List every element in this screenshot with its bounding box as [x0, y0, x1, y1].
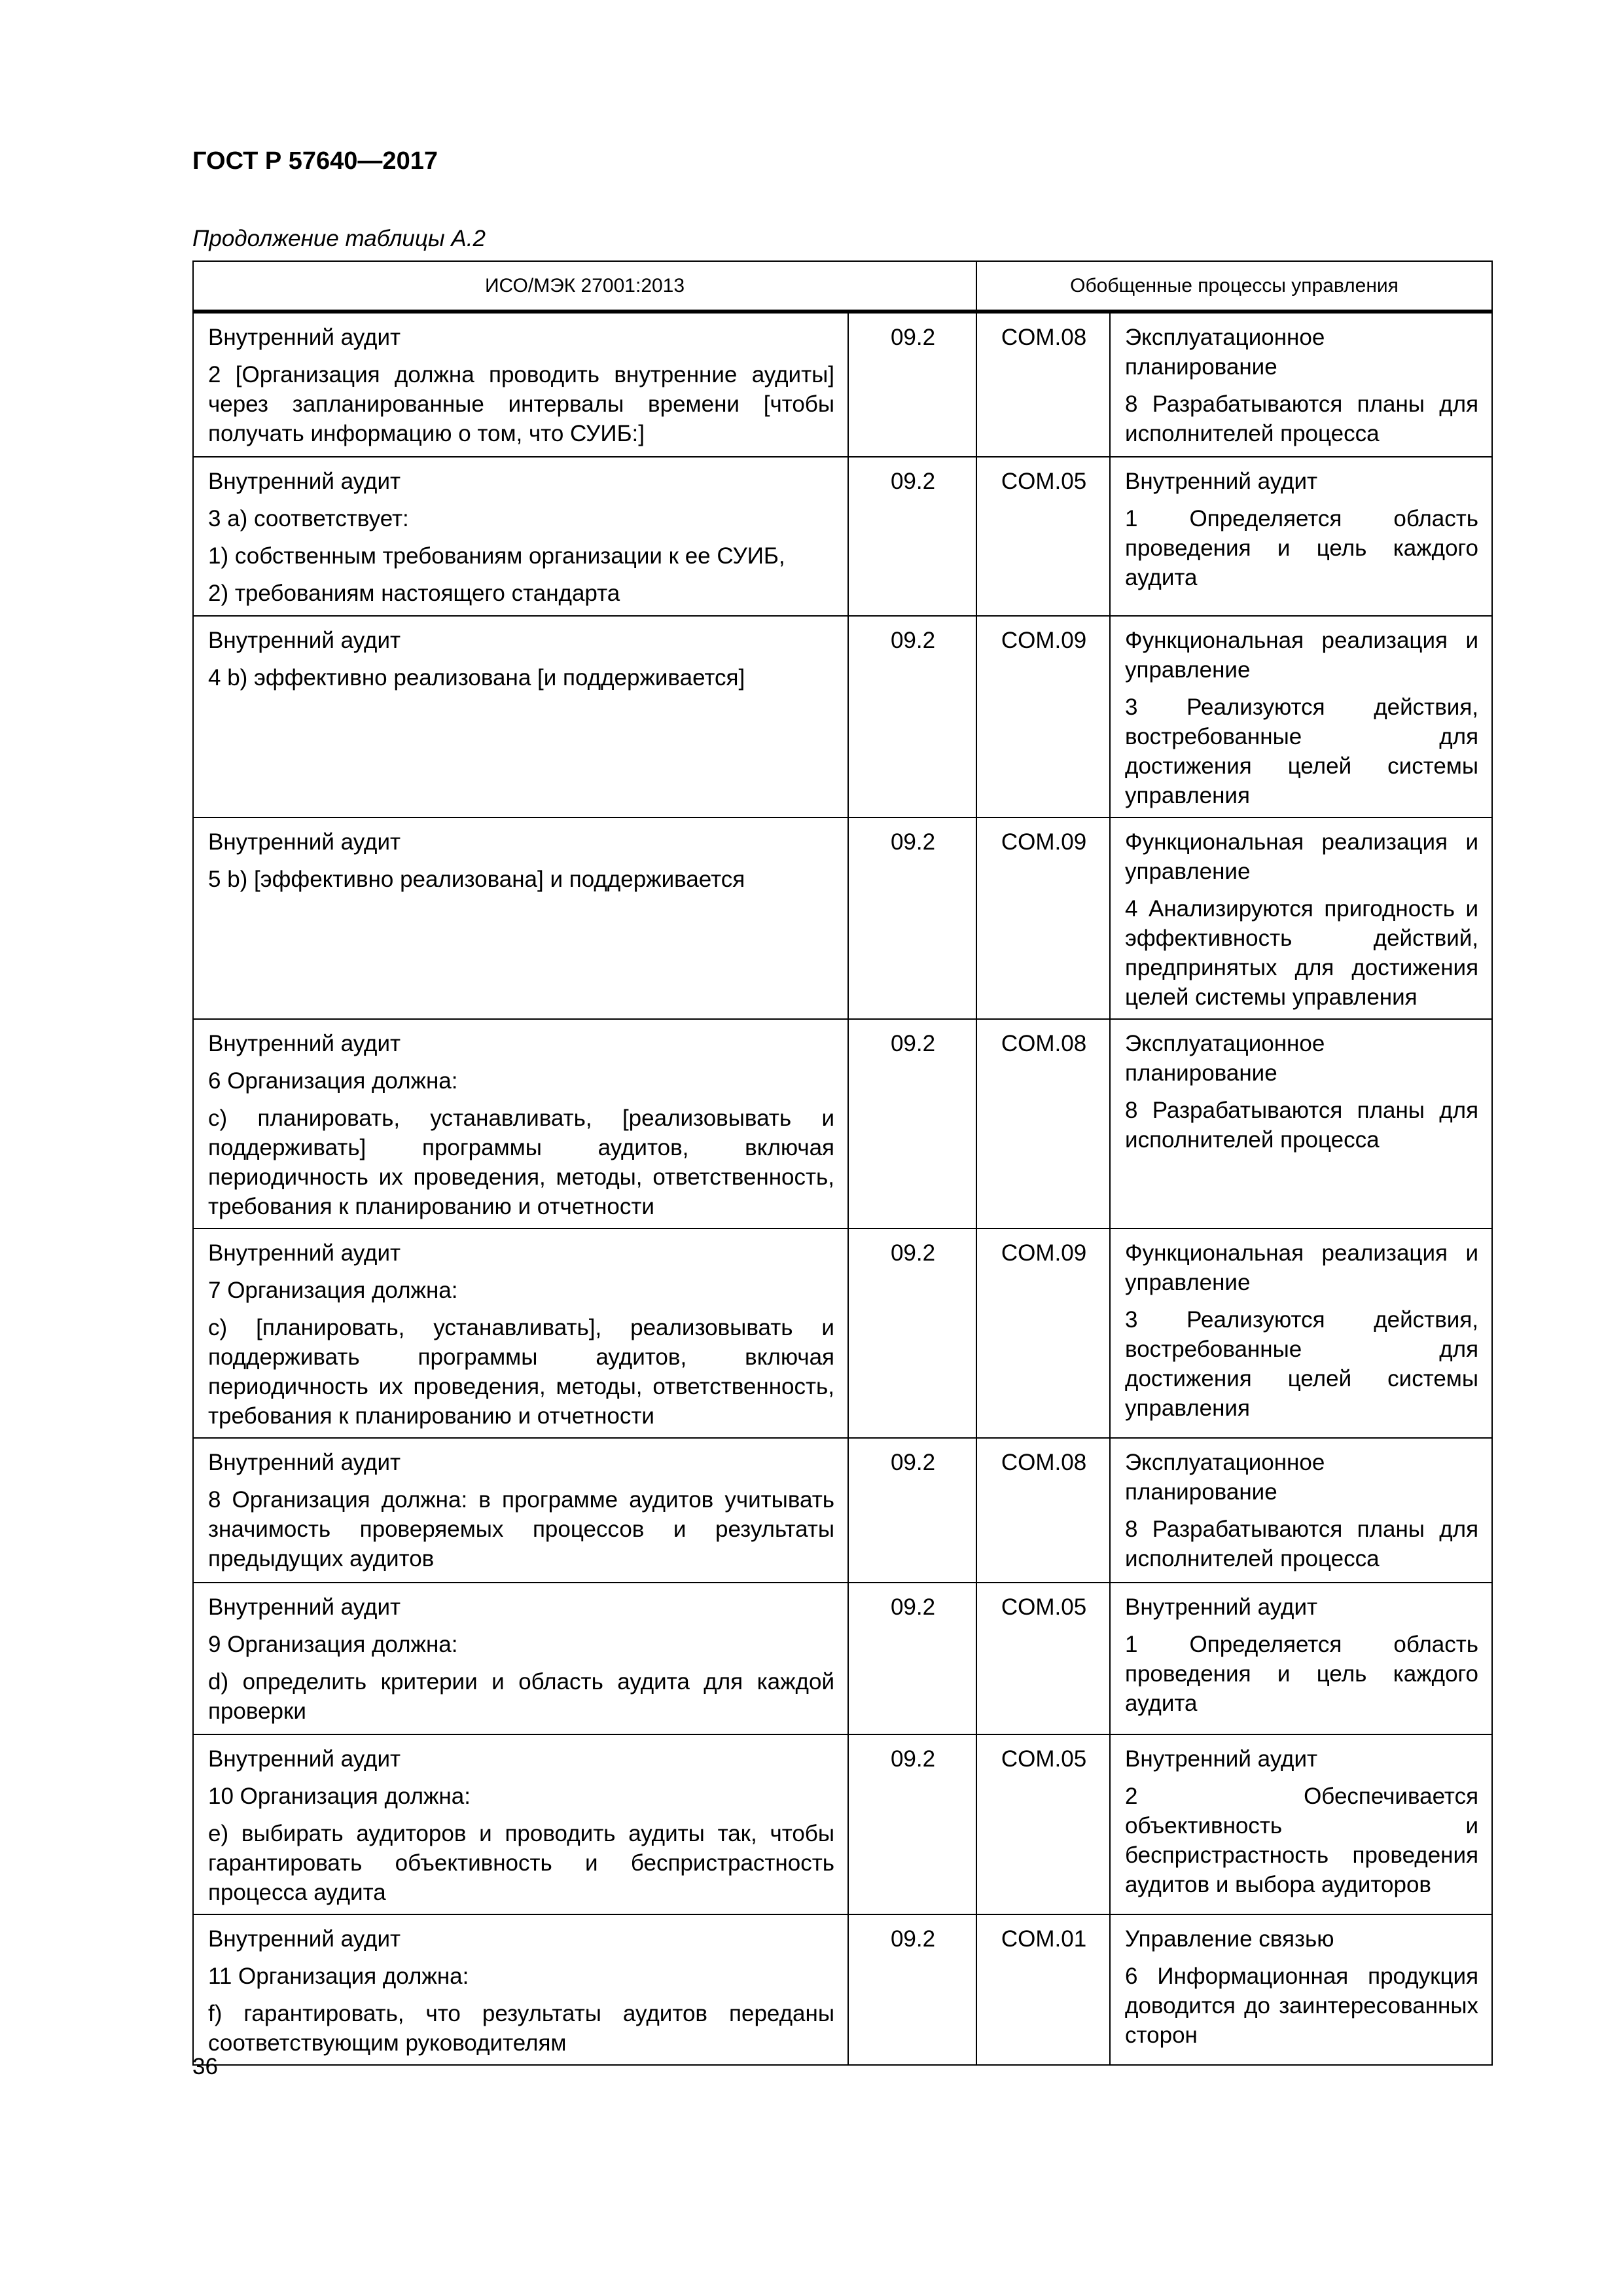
- clause-number: 09.2: [848, 1019, 976, 1229]
- iso-cell: [193, 1438, 848, 1583]
- table-row: [193, 1019, 1492, 1229]
- table-row: [193, 616, 1492, 817]
- iso-cell: [193, 1914, 848, 2065]
- iso-cell: [193, 1734, 848, 1914]
- process-cell: [1110, 1019, 1492, 1229]
- iso-cell: [193, 1583, 848, 1734]
- page-number: 36: [192, 2054, 218, 2079]
- process-cell: [1110, 457, 1492, 616]
- iso-text: Внутренний аудит: [208, 829, 401, 855]
- process-text: Внутренний аудит: [1125, 1594, 1318, 1620]
- iso-text: 11 Организация должна:: [208, 1964, 469, 1989]
- header-iso: ИСО/МЭК 27001:2013: [193, 261, 976, 312]
- iso-text: 7 Организация должна:: [208, 1278, 458, 1303]
- table-row: [193, 1229, 1492, 1438]
- process-code: COM.05: [976, 1583, 1110, 1734]
- table-body: [193, 312, 1492, 2065]
- iso-cell: [193, 1229, 848, 1438]
- iso-text: Внутренний аудит: [208, 469, 401, 494]
- iso-text: 10 Организация должна:: [208, 1784, 471, 1809]
- iso-cell: [193, 457, 848, 616]
- clause-number: 09.2: [848, 457, 976, 616]
- process-text: 4 Анализируются пригодность и эффективность действий, предпринятых для достижения целей системы управления: [1125, 896, 1479, 1010]
- process-code: COM.05: [976, 457, 1110, 616]
- process-code: COM.09: [976, 817, 1110, 1019]
- process-cell: [1110, 312, 1492, 457]
- process-text: Эксплуатационное планирование: [1125, 1031, 1325, 1086]
- table-row: [193, 1438, 1492, 1583]
- process-text: Эксплуатационное планирование: [1125, 1450, 1325, 1505]
- process-code: COM.08: [976, 312, 1110, 457]
- iso-cell: [193, 616, 848, 817]
- iso-text: f) гарантировать, что результаты аудитов переданы соответствующим руководителям: [208, 2001, 834, 2056]
- table-caption: Продолжение таблицы А.2: [192, 226, 486, 251]
- process-cell: [1110, 1914, 1492, 2065]
- mapping-table: [192, 260, 1493, 2066]
- clause-number: 09.2: [848, 817, 976, 1019]
- iso-text: Внутренний аудит: [208, 1746, 401, 1772]
- iso-text: Внутренний аудит: [208, 1240, 401, 1266]
- table-row: [193, 1914, 1492, 2065]
- header-processes: Обобщенные процессы управления: [976, 261, 1492, 312]
- clause-number: 09.2: [848, 1438, 976, 1583]
- process-text: 3 Реализуются действия, востребованные для достижения целей системы управления: [1125, 1307, 1479, 1421]
- process-code: COM.05: [976, 1734, 1110, 1914]
- process-text: 8 Разрабатываются планы для исполнителей процесса: [1125, 391, 1479, 446]
- process-text: 1 Определяется область проведения и цель каждого аудита: [1125, 1632, 1479, 1716]
- table-row: [193, 1583, 1492, 1734]
- process-text: 1 Определяется область проведения и цель каждого аудита: [1125, 506, 1479, 590]
- clause-number: 09.2: [848, 1229, 976, 1438]
- iso-cell: [193, 1019, 848, 1229]
- iso-text: 3 а) соответствует:: [208, 506, 409, 531]
- document-id: ГОСТ Р 57640—2017: [192, 147, 438, 175]
- iso-text: 6 Организация должна:: [208, 1068, 458, 1094]
- iso-text: Внутренний аудит: [208, 1926, 401, 1952]
- clause-number: 09.2: [848, 1583, 976, 1734]
- clause-number: 09.2: [848, 616, 976, 817]
- clause-number: 09.2: [848, 312, 976, 457]
- process-text: Эксплуатационное планирование: [1125, 325, 1325, 380]
- process-text: Функциональная реализация и управление: [1125, 628, 1479, 683]
- table-row: [193, 1734, 1492, 1914]
- process-code: COM.09: [976, 616, 1110, 817]
- iso-text: Внутренний аудит: [208, 1594, 401, 1620]
- table-row: [193, 817, 1492, 1019]
- iso-text: 2) требованиям настоящего стандарта: [208, 581, 620, 606]
- table-header-row: [193, 261, 1492, 312]
- process-text: 2 Обеспечивается объективность и беспристрастность проведения аудитов и выбора аудиторов: [1125, 1784, 1479, 1897]
- iso-text: 5 b) [эффективно реализована] и поддерживается: [208, 867, 745, 892]
- process-cell: [1110, 616, 1492, 817]
- process-text: 6 Информационная продукция доводится до заинтересованных сторон: [1125, 1964, 1479, 2048]
- iso-text: с) [планировать, устанавливать], реализовывать и поддерживать программы аудитов, включая периодичность их проведения, методы, ответственность, требования к планированию и отчетности: [208, 1315, 834, 1429]
- process-code: COM.01: [976, 1914, 1110, 2065]
- iso-text: с) планировать, устанавливать, [реализовывать и поддерживать] программы аудитов, включая периодичность их проведения, методы, ответственность, требования к планированию и отчетности: [208, 1105, 834, 1219]
- iso-text: 2 [Организация должна проводить внутренние аудиты] через запланированные интервалы времени [чтобы получать информацию о том, что СУИБ:]: [208, 362, 834, 446]
- iso-text: 1) собственным требованиям организации к ее СУИБ,: [208, 543, 785, 569]
- iso-text: Внутренний аудит: [208, 1450, 401, 1475]
- iso-text: 9 Организация должна:: [208, 1632, 458, 1657]
- process-code: COM.08: [976, 1019, 1110, 1229]
- process-text: 8 Разрабатываются планы для исполнителей процесса: [1125, 1098, 1479, 1153]
- process-text: Управление связью: [1125, 1926, 1334, 1952]
- process-cell: [1110, 1583, 1492, 1734]
- process-text: Функциональная реализация и управление: [1125, 829, 1479, 884]
- table-row: [193, 457, 1492, 616]
- process-code: COM.09: [976, 1229, 1110, 1438]
- iso-cell: [193, 312, 848, 457]
- process-cell: [1110, 1438, 1492, 1583]
- iso-text: е) выбирать аудиторов и проводить аудиты так, чтобы гарантировать объективность и беспристрастность процесса аудита: [208, 1821, 834, 1905]
- process-text: 3 Реализуются действия, востребованные для достижения целей системы управления: [1125, 694, 1479, 808]
- process-text: Функциональная реализация и управление: [1125, 1240, 1479, 1295]
- process-text: 8 Разрабатываются планы для исполнителей процесса: [1125, 1516, 1479, 1571]
- clause-number: 09.2: [848, 1914, 976, 2065]
- iso-text: 8 Организация должна: в программе аудитов учитывать значимость проверяемых процессов и результаты предыдущих аудитов: [208, 1487, 834, 1571]
- iso-text: d) определить критерии и область аудита для каждой проверки: [208, 1669, 834, 1724]
- process-cell: [1110, 1734, 1492, 1914]
- process-code: COM.08: [976, 1438, 1110, 1583]
- process-text: Внутренний аудит: [1125, 1746, 1318, 1772]
- process-text: Внутренний аудит: [1125, 469, 1318, 494]
- iso-text: Внутренний аудит: [208, 1031, 401, 1056]
- iso-text: Внутренний аудит: [208, 628, 401, 653]
- iso-text: 4 b) эффективно реализована [и поддерживается]: [208, 665, 745, 691]
- table-row: [193, 312, 1492, 457]
- iso-cell: [193, 817, 848, 1019]
- iso-text: Внутренний аудит: [208, 325, 401, 350]
- clause-number: 09.2: [848, 1734, 976, 1914]
- process-cell: [1110, 1229, 1492, 1438]
- process-cell: [1110, 817, 1492, 1019]
